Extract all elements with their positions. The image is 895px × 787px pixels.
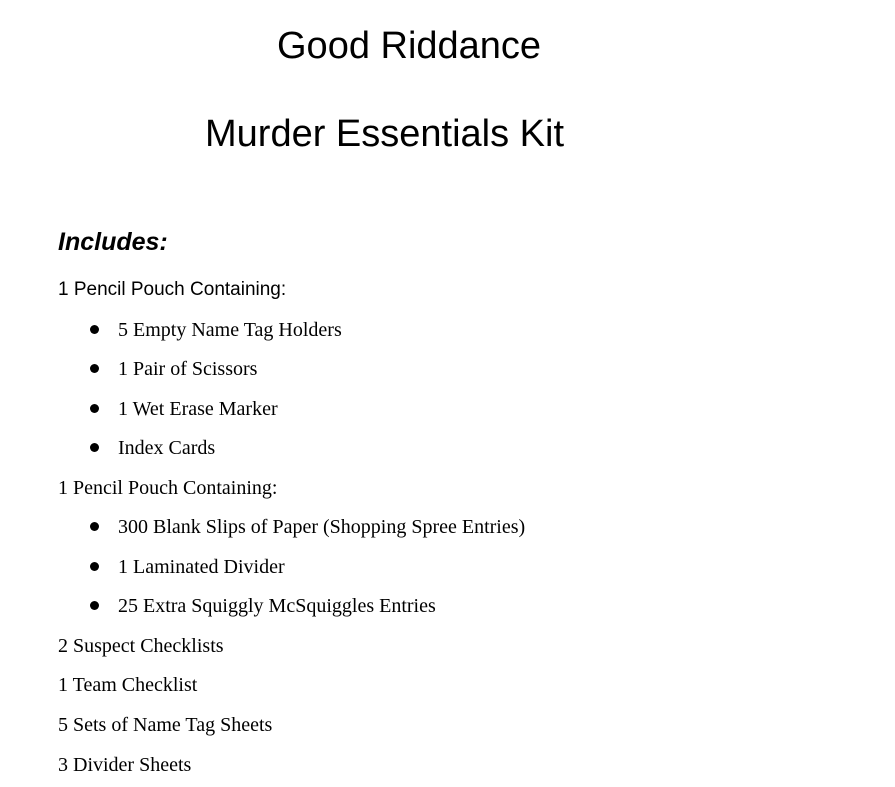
list-item: 1 Laminated Divider bbox=[118, 556, 285, 578]
pouch1-label: 1 Pencil Pouch Containing: bbox=[58, 279, 287, 300]
bullet-icon bbox=[90, 404, 99, 413]
bullet-icon bbox=[90, 325, 99, 334]
document-title: Good Riddance bbox=[277, 25, 542, 67]
bullet-icon bbox=[90, 562, 99, 571]
extra-item: 1 Team Checklist bbox=[58, 674, 198, 696]
list-item: 300 Blank Slips of Paper (Shopping Spree Entries) bbox=[118, 516, 526, 538]
extra-item: 2 Suspect Checklists bbox=[58, 635, 224, 657]
pouch2-label: 1 Pencil Pouch Containing: bbox=[58, 477, 278, 499]
extra-item: 3 Divider Sheets bbox=[58, 754, 192, 776]
list-item: 1 Wet Erase Marker bbox=[118, 398, 278, 420]
document-subtitle: Murder Essentials Kit bbox=[205, 113, 565, 155]
extra-item: 5 Sets of Name Tag Sheets bbox=[58, 714, 273, 736]
list-item: 1 Pair of Scissors bbox=[118, 358, 258, 380]
bullet-icon bbox=[90, 364, 99, 373]
list-item: 5 Empty Name Tag Holders bbox=[118, 319, 342, 341]
bullet-icon bbox=[90, 443, 99, 452]
includes-heading: Includes: bbox=[58, 228, 168, 256]
list-item: 25 Extra Squiggly McSquiggles Entries bbox=[118, 595, 436, 617]
list-item: Index Cards bbox=[118, 437, 216, 459]
bullet-icon bbox=[90, 522, 99, 531]
bullet-icon bbox=[90, 601, 99, 610]
